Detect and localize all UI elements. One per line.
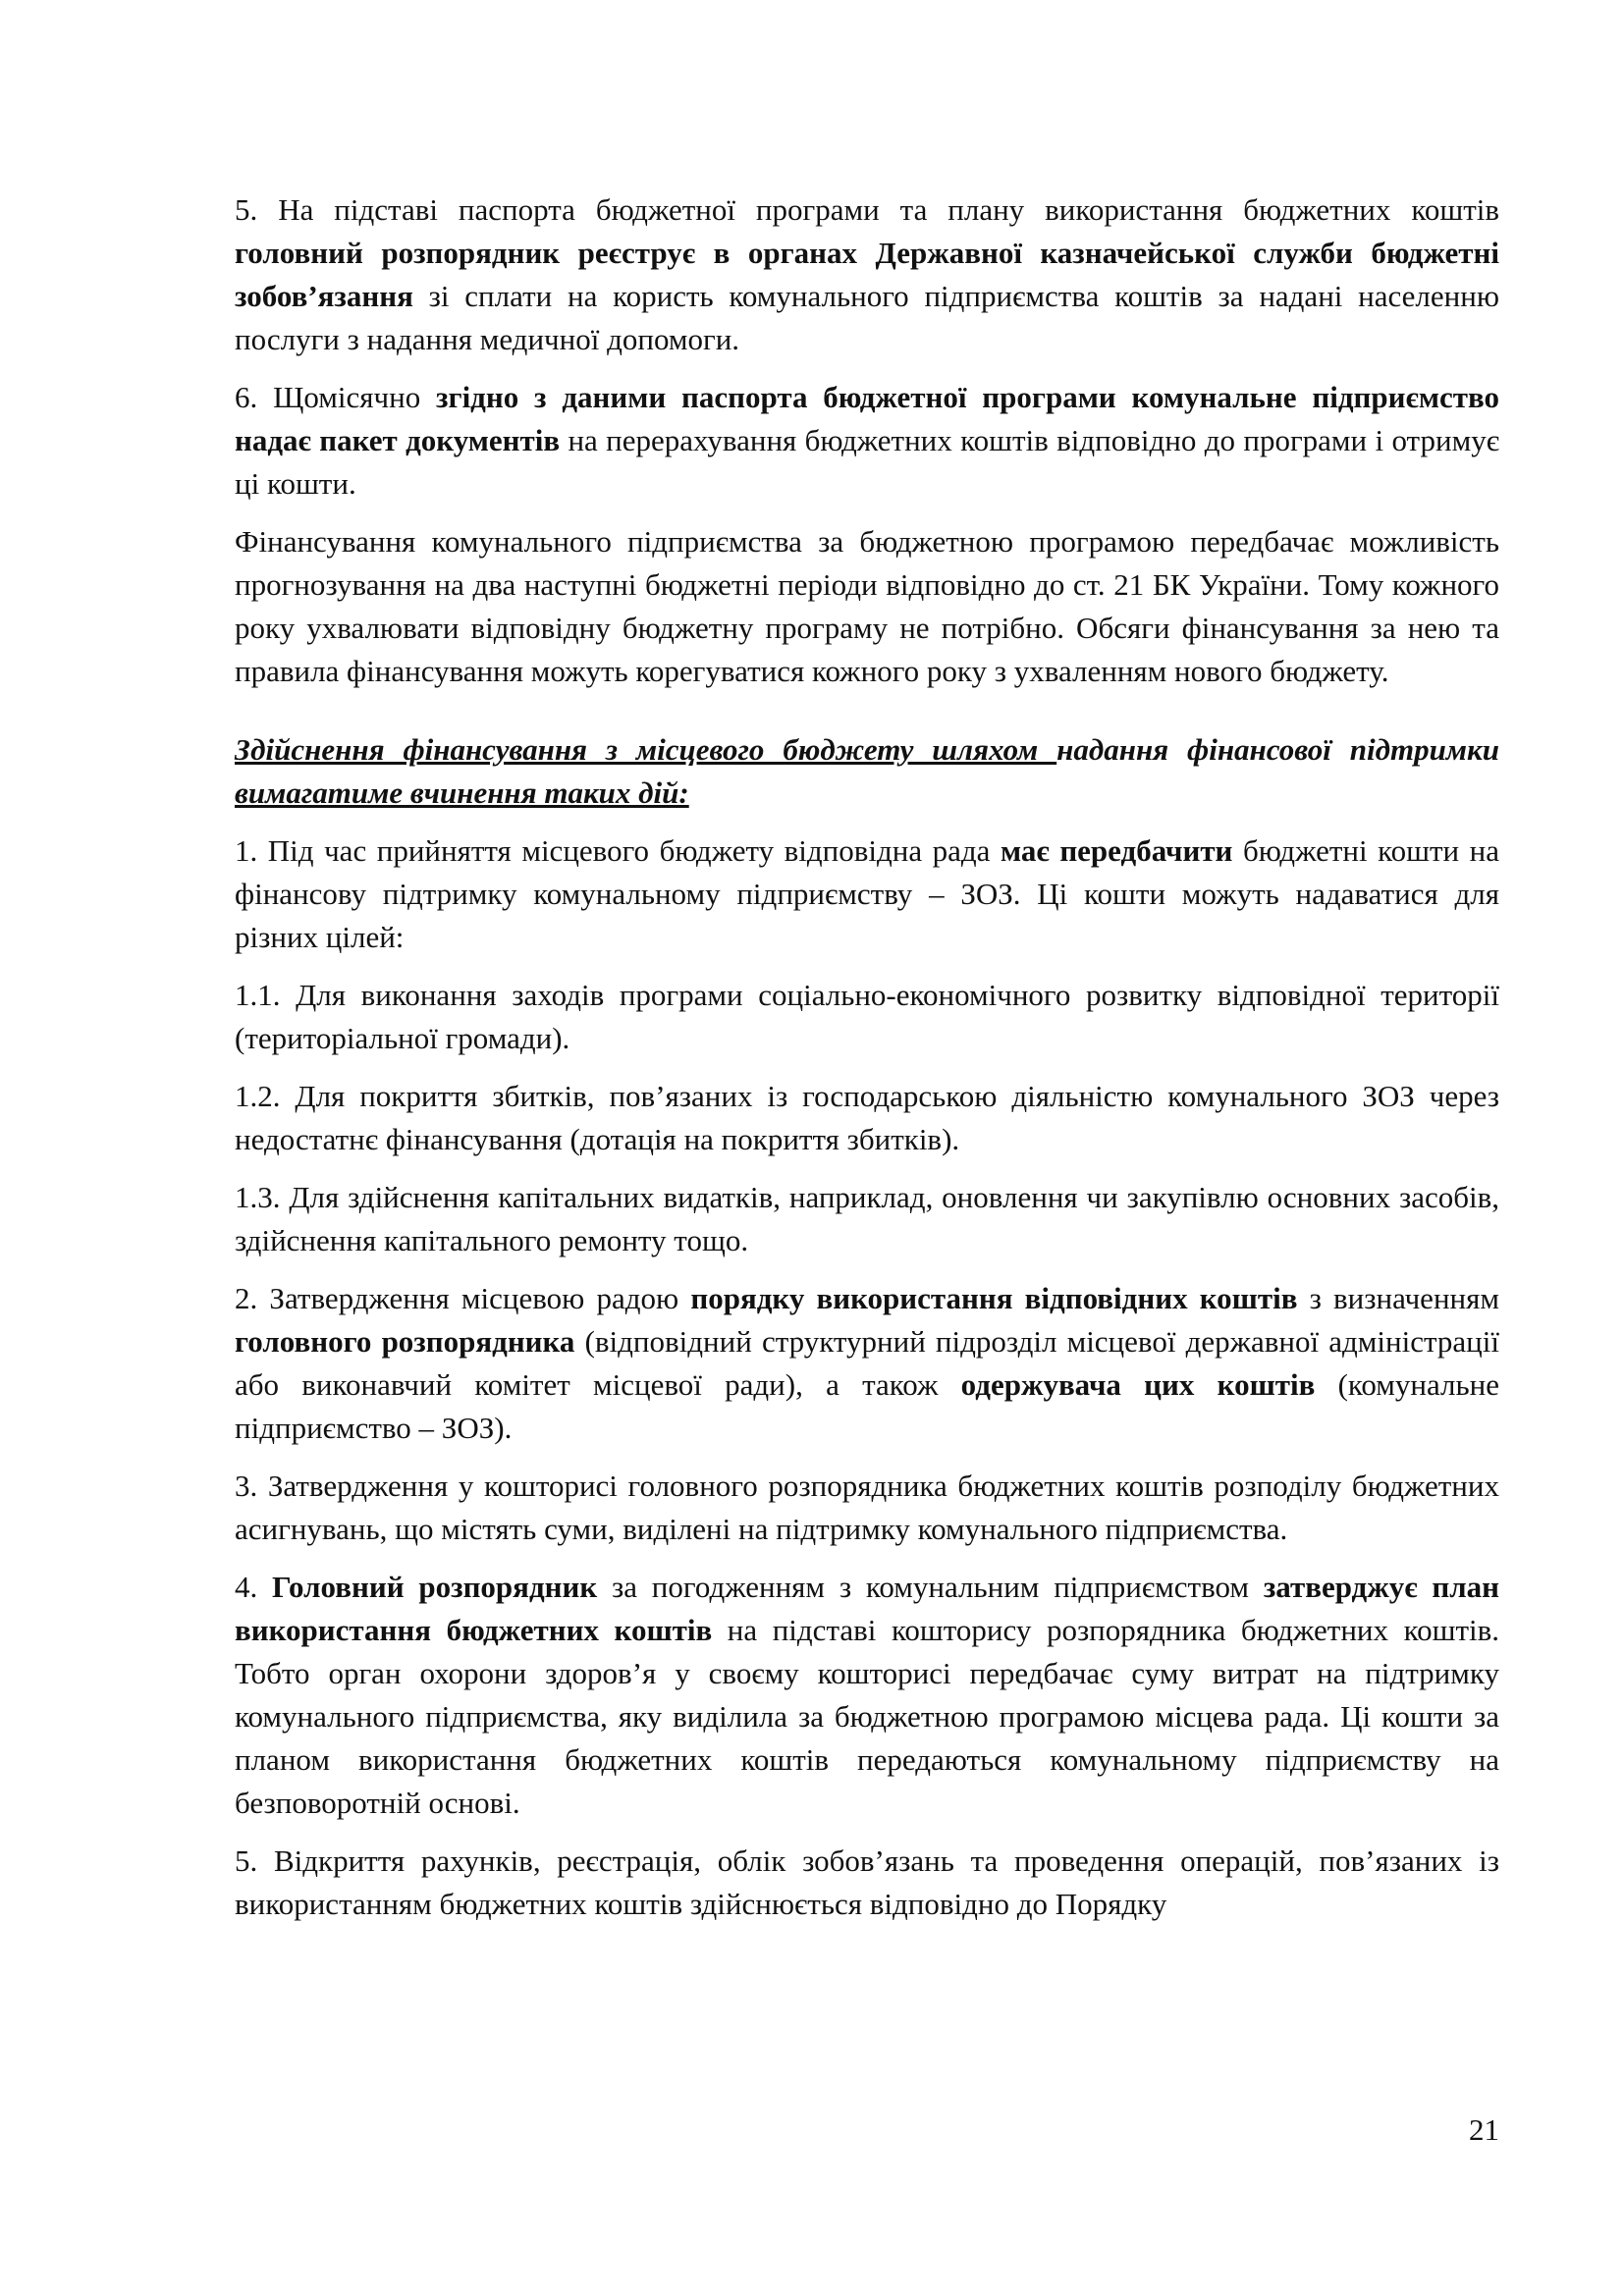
heading-part: вимагатиме вчинення таких дій: [235, 775, 689, 810]
paragraph-step-1-3: 1.3. Для здійснення капітальних видатків, наприклад, оновлення чи закупівлю основних засобів, здійснення капітального ремонту тощо. [235, 1180, 1499, 1257]
paragraph-step-6-monthly [235, 376, 1499, 506]
bold-text: порядку використання відповідних коштів [690, 1281, 1298, 1315]
paragraph-step-5-accounts: 5. Відкриття рахунків, реєстрація, облік зобов’язань та проведення операцій, пов’язаних із використанням бюджетних коштів здійснюється відповідно до Порядку [235, 1843, 1499, 1921]
text-span: (комунальне підприємство – ЗОЗ). [235, 1367, 1500, 1445]
paragraph-step-1-2: 1.2. Для покриття збитків, пов’язаних із господарською діяльністю комунального ЗОЗ через недостатнє фінансування (дотація на покриття збитків). [235, 1079, 1499, 1156]
heading-part: Здійснення фінансування з місцевого бюджету шляхом [235, 732, 1057, 767]
bold-text: головний розпорядник реєструє в органах Державної казначейської служби бюджетні зобов’язання [235, 236, 1499, 313]
bold-text: одержувача цих коштів [960, 1367, 1316, 1402]
paragraph-step-1 [235, 829, 1499, 959]
text-span: бюджетні кошти на фінансову підтримку комунальному підприємству – ЗОЗ. Ці кошти можуть надаватися для різних цілей: [235, 833, 1499, 954]
bold-text: затверджує план використання бюджетних коштів [235, 1570, 1500, 1647]
paragraph-step-2 [235, 1277, 1499, 1450]
text-span: 4. [235, 1570, 273, 1604]
paragraph-step-4 [235, 1566, 1499, 1825]
text-span: 2. Затвердження місцевою радою [235, 1281, 691, 1315]
text-span: на підставі кошторису розпорядника бюджетних коштів. Тобто орган охорони здоров’я у своєму кошторисі передбачає суму витрат на підтримку комунального підприємства, яку виділила за бюджетною програмою місцева рада. Ці кошти за планом використання бюджетних коштів передаються комунальному підприємству на безповоротній основі. [235, 1613, 1499, 1820]
paragraph-forecasting: Фінансування комунального підприємства за бюджетною програмою передбачає можливість прогнозування на два наступні бюджетні періоди відповідно до ст. 21 БК України. Тому кожного року ухвалювати відповідну бюджетну програму не потрібно. Обсяги фінансування за нею та правила фінансування можуть корегуватися кожного року з ухваленням нового бюджету. [235, 524, 1499, 688]
text-span: 1. Під час прийняття місцевого бюджету відповідна рада [235, 833, 1001, 868]
text-span: за погодженням з комунальним підприємством [597, 1570, 1264, 1604]
text-span: на перерахування бюджетних коштів відповідно до програми і отримує ці кошти. [235, 423, 1499, 501]
bold-text: має передбачити [1000, 833, 1233, 868]
bold-text: головного розпорядника [235, 1324, 575, 1359]
text-span: 5. На підставі паспорта бюджетної програми та плану використання бюджетних коштів [235, 192, 1499, 227]
document-body [235, 188, 1499, 1941]
paragraph-step-5-registration [235, 188, 1499, 361]
text-span: з визначенням [1297, 1281, 1499, 1315]
text-span: 6. Щомісячно [235, 380, 437, 414]
text-span: (відповідний структурний підрозділ місцевої державної адміністрації або виконавчий комітет місцевої ради), а також [235, 1324, 1499, 1402]
heading-part: надання фінансової підтримки [1056, 732, 1499, 767]
bold-text: Головний розпорядник [272, 1570, 598, 1604]
text-span: зі сплати на користь комунального підприємства коштів за надані населенню послуги з надання медичної допомоги. [235, 279, 1499, 356]
paragraph-step-3: 3. Затвердження у кошторисі головного розпорядника бюджетних коштів розподілу бюджетних асигнувань, що містять суми, виділені на підтримку комунального підприємства. [235, 1468, 1499, 1546]
bold-text: згідно з даними паспорта бюджетної програми комунальне підприємство надає пакет документів [235, 380, 1499, 457]
section-heading [235, 728, 1499, 815]
paragraph-step-1-1: 1.1. Для виконання заходів програми соціально-економічного розвитку відповідної території (територіальної громади). [235, 978, 1499, 1055]
page-number: 21 [1469, 2112, 1499, 2147]
